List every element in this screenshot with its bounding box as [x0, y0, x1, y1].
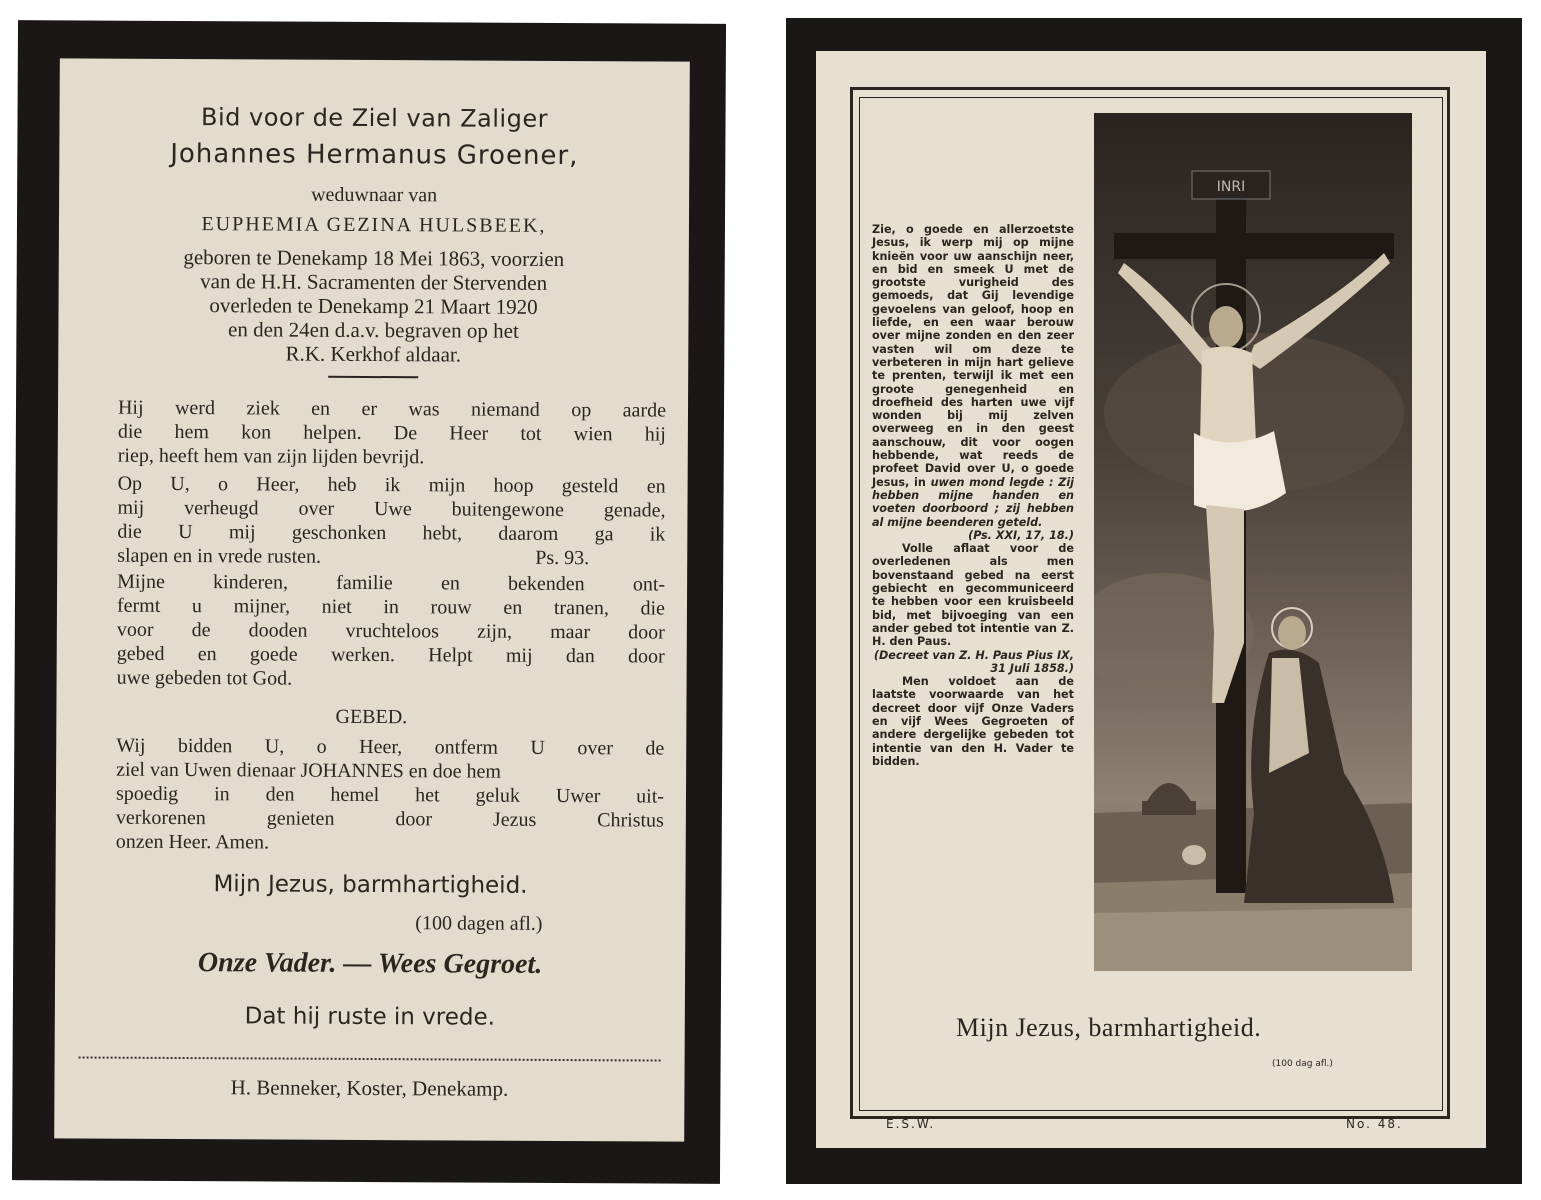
- indulgence-small: (100 dag afl.): [1272, 1059, 1333, 1069]
- prayer-line-end: en doe hem: [408, 760, 502, 783]
- prayer-line: verkorenen genieten door Jezus Christus: [115, 806, 664, 832]
- printer-credit: H. Benneker, Koster, Denekamp.: [230, 1075, 509, 1101]
- prayer-line-with-name: [116, 759, 664, 785]
- prayer-line: Wij bidden U, o Heer, ontferm U over de: [116, 734, 665, 760]
- text-line: voor de dooden vruchteloos zijn, maar door: [116, 618, 665, 644]
- bio-line: van de H.H. Sacramenten der Stervenden: [200, 269, 548, 295]
- crucifixion-image: [1094, 113, 1412, 971]
- intro-line: Bid voor de Ziel van Zaliger: [200, 103, 549, 133]
- bio-line: geboren te Denekamp 18 Mei 1863, voorzien: [183, 245, 565, 272]
- text-line: mij verheugd over Uwe buitengewone genade,: [117, 496, 666, 522]
- crucifixion-illustration: [1094, 113, 1412, 971]
- rest-in-peace: Dat hij ruste in vrede.: [244, 1003, 496, 1031]
- text-line: riep, heeft hem van zijn lijden bevrijd.: [117, 444, 425, 469]
- publisher-mark: E.S.W.: [886, 1117, 936, 1131]
- prayer-quote: uwen mond legde : Zij hebben mijne handen en voeten doorboord ; zij hebben al mijne beenderen geteld.: [872, 475, 1074, 529]
- text-line: Hij werd ziek en er was niemand op aarde: [117, 396, 667, 422]
- card-paper: [54, 58, 690, 1141]
- invocation: Mijn Jezus, barmhartigheid.: [213, 871, 528, 899]
- text-line: Mijne kinderen, familie en bekenden ont-: [117, 570, 666, 596]
- indulgence-note: (100 dagen afl.): [415, 912, 543, 935]
- prayer-line: onzen Heer. Amen.: [115, 830, 270, 854]
- prayer-line: spoedig in den hemel het geluk Uwer uit-: [115, 782, 665, 808]
- prayer-text: Zie, o goede en allerzoetste Jesus, ik werp mij op mijne knieën voor uw aanschijn neer, en bid en smeek U met de grootste vurigheid des gemoeds, dat Gij levendige gevoelens van geloof, hoop en liefde, en een waar berouw over mijne zonden en den zeer vasten wil om deze te verbeteren in mijn hart gelieve te prenten, terwijl ik met een groote genegenheid en droefheid des harten uwe vijf wonden bij mij zelven overweeg en in den geest aanschouw, dit voor oogen hebbende, wat reeds de profeet David over U, o goede Jesus, in: [872, 223, 1074, 489]
- prayer-deceased-name: JOHANNES: [300, 759, 404, 783]
- text-line: die hem kon helpen. De Heer tot wien hij: [117, 420, 666, 446]
- text-line: fermt u mijner, niet in rouw en tranen, die: [116, 594, 666, 620]
- text-line: slapen en in vrede rusten.: [117, 544, 322, 568]
- spouse-name: EUPHEMIA GEZINA HULSBEEK,: [201, 213, 547, 237]
- bio-line: R.K. Kerkhof aldaar.: [285, 341, 462, 367]
- psalm-reference: Ps. 93.: [535, 546, 590, 570]
- card-paper: [816, 51, 1486, 1148]
- memorial-card-front: [12, 20, 726, 1184]
- invocation-script: Mijn Jezus, barmhartigheid.: [956, 1013, 1262, 1042]
- prayer-reference: (Ps. XXI, 17, 18.): [968, 528, 1074, 542]
- text-line: Op U, o Heer, heb ik mijn hoop gesteld en: [117, 472, 666, 498]
- condition-text: Men voldoet aan de laatste voorwaarde van het decreet door vijf Onze Vaders en vijf Wees Gegroeten of andere dergelijke gebeden tot intentie van den H. Vader te bidden.: [872, 675, 1074, 768]
- prayer-block: [872, 223, 1074, 768]
- bio-line: en den 24en d.a.v. begraven op het: [227, 317, 519, 343]
- deceased-name: Johannes Hermanus Groener,: [170, 138, 579, 172]
- inri-plaque: INRI: [1216, 179, 1246, 195]
- indulgence-text: Volle aflaat voor de overledenen als men bovenstaand gebed na eerst gebiecht en gecommuniceerd te hebben voor een kruisbeeld bid, met bijvoeging van een ander gebed tot intentie van Z. H. den Paus.: [872, 542, 1074, 649]
- prayer-heading: GEBED.: [335, 705, 408, 729]
- prayer-line: ziel van Uwen dienaar: [116, 758, 296, 782]
- card-number: No. 48.: [1346, 1117, 1403, 1131]
- decree-reference: (Decreet van Z. H. Paus Pius IX, 31 Juli 1858.): [873, 648, 1074, 675]
- text-line: die U mij geschonken hebt, daarom ga ik: [117, 520, 666, 546]
- memorial-card-back: [786, 18, 1522, 1184]
- text-line: uwe gebeden tot God.: [116, 666, 293, 690]
- bio-line: overleden te Denekamp 21 Maart 1920: [209, 293, 538, 319]
- short-divider: [328, 376, 418, 378]
- text-line: gebed en goede werken. Helpt mij dan door: [116, 642, 665, 668]
- dotted-divider: [79, 1056, 661, 1061]
- prayers-named: Onze Vader. — Wees Gegroet.: [197, 947, 543, 980]
- widower-of: weduwnaar van: [311, 183, 438, 207]
